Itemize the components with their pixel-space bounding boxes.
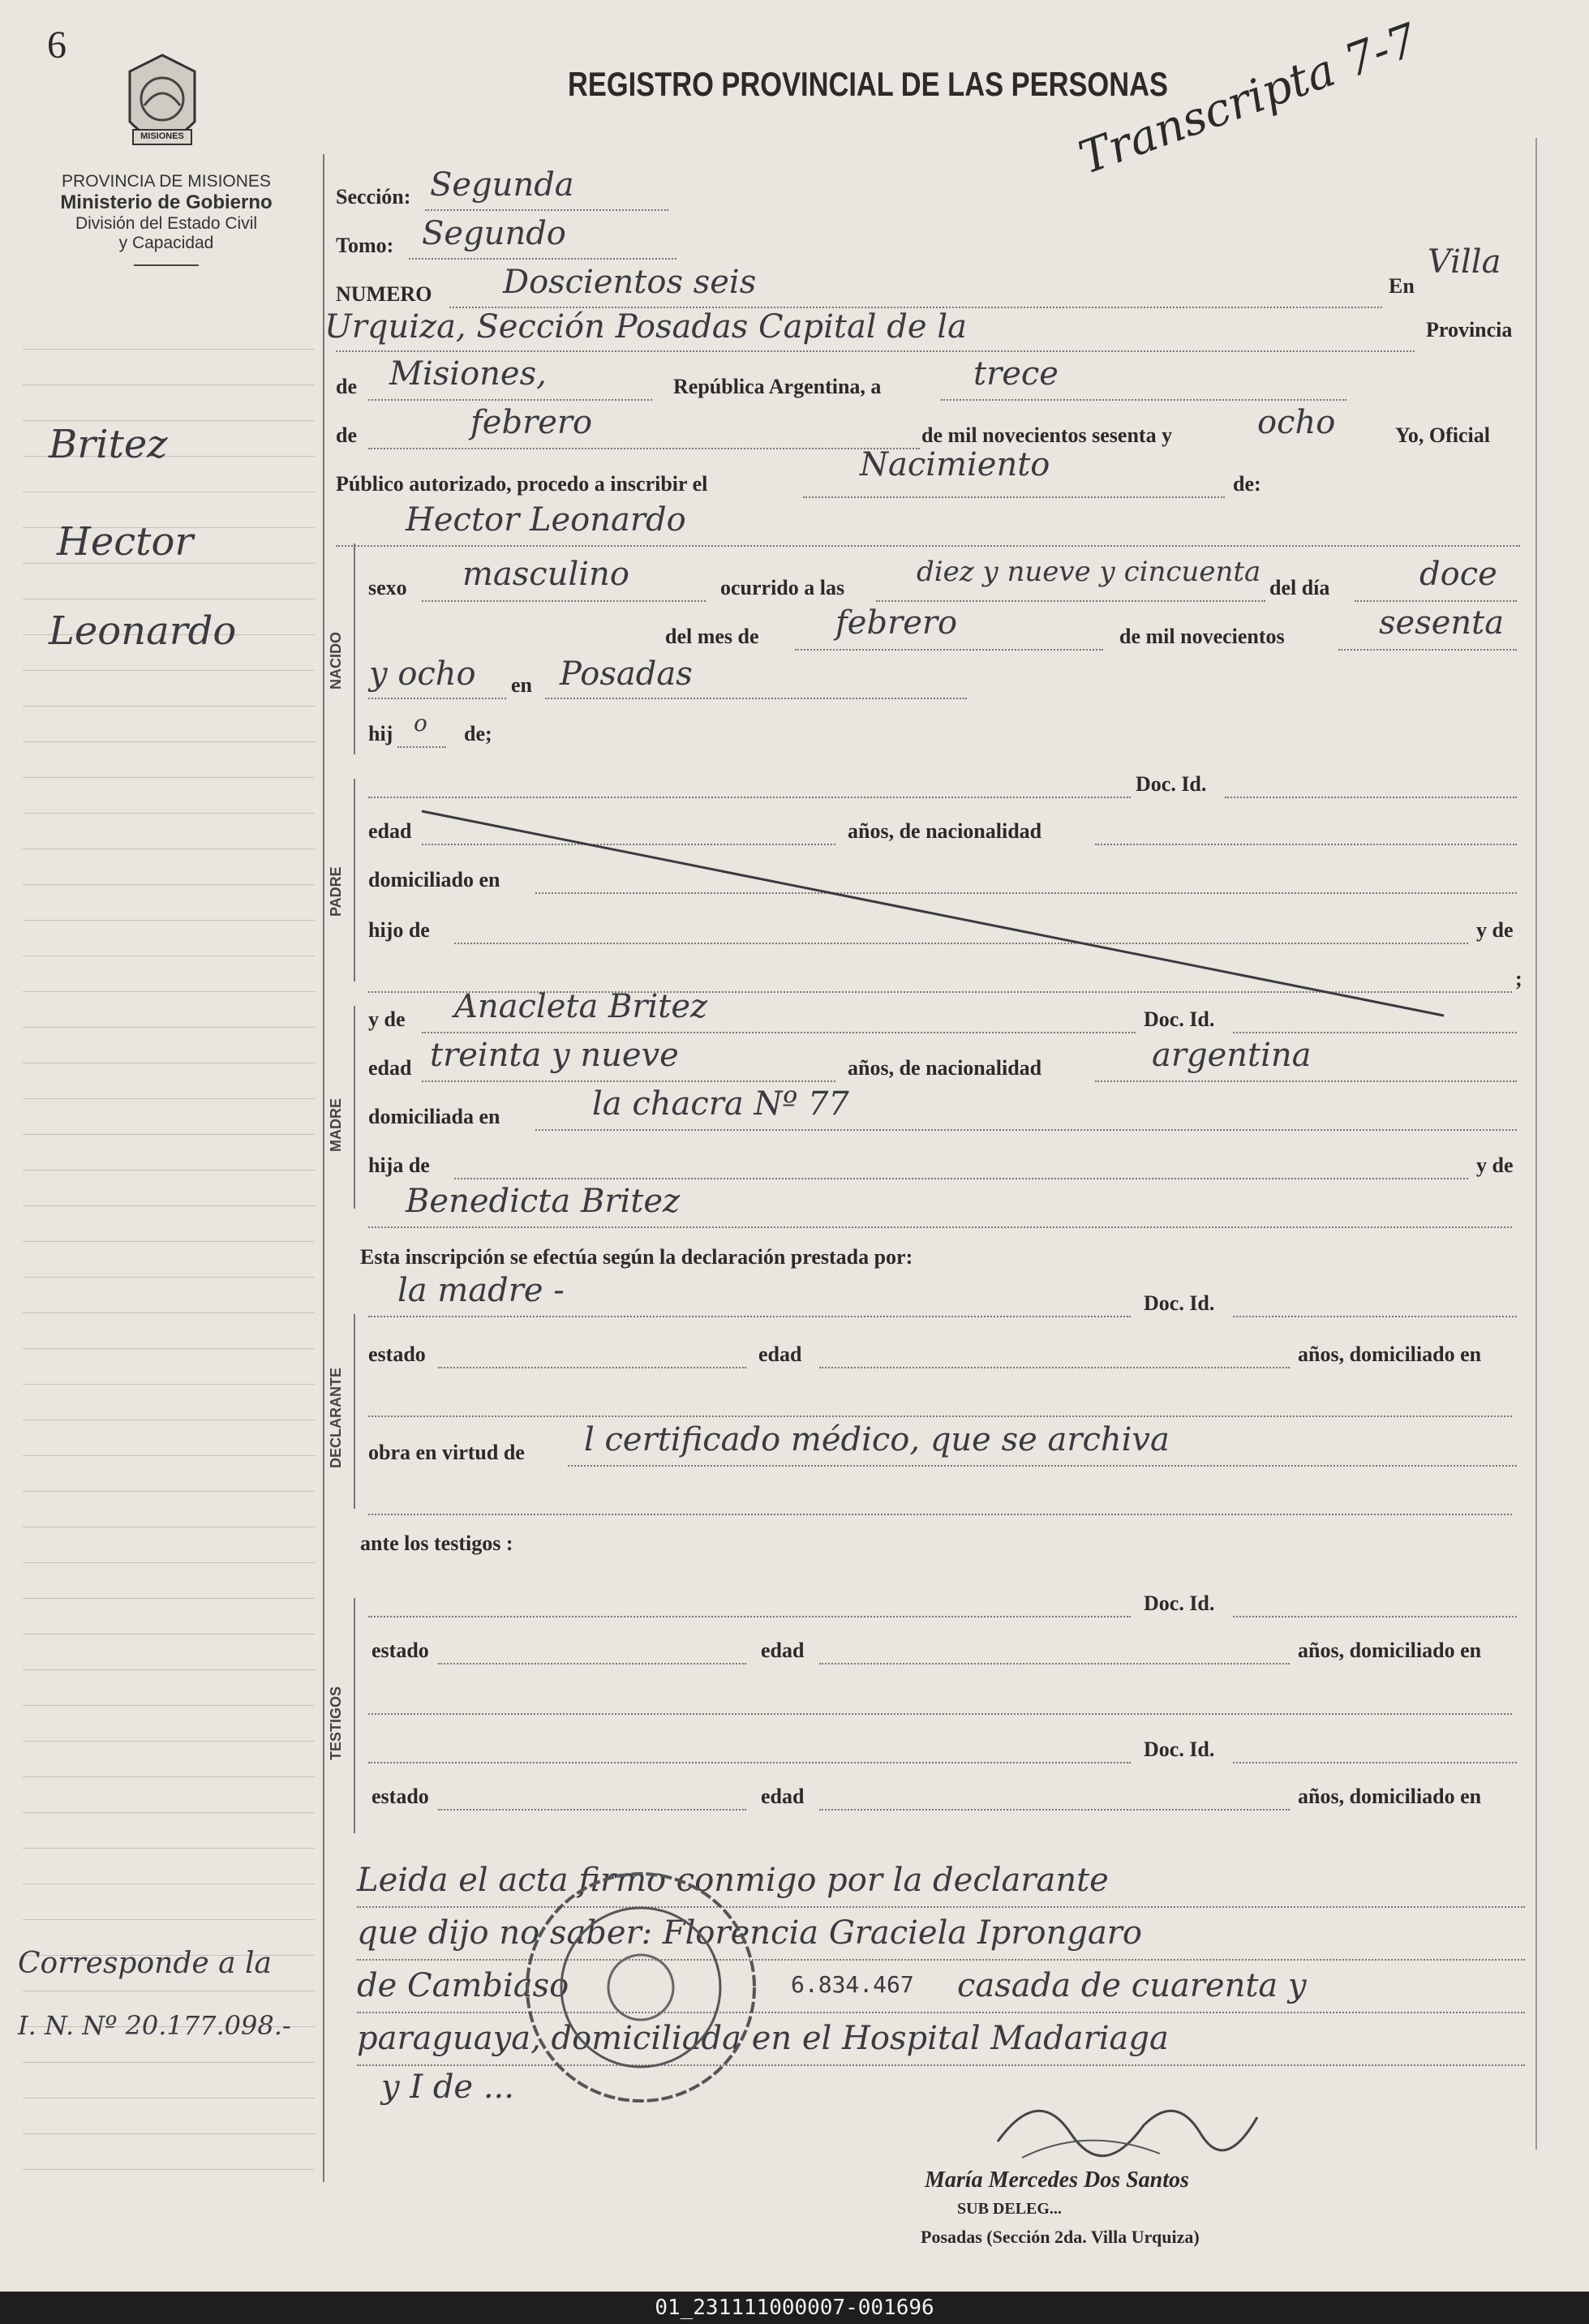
label-anos-dom-test-2: años, domiciliado en	[1298, 1785, 1482, 1808]
label-estado-test-1: estado	[371, 1639, 429, 1662]
margin-rule-line	[23, 1134, 315, 1135]
division-line-1: División del Estado Civil	[75, 214, 258, 233]
section-madre: MADRE	[328, 1098, 344, 1152]
division-line-2: y Capacidad	[118, 234, 214, 252]
margin-rule-line	[23, 706, 315, 707]
label-ocurrido: ocurrido a las	[720, 576, 845, 599]
seal-label: MISIONES	[140, 131, 184, 141]
entry-madre-hija-de: Benedicta Britez	[406, 1183, 681, 1220]
entry-anio-nac-1: sesenta	[1379, 604, 1505, 642]
margin-rule-line	[23, 1598, 315, 1599]
margin-rule-line	[23, 2062, 315, 2063]
label-de: de	[336, 375, 357, 398]
entry-provincia: Misiones,	[389, 355, 547, 393]
section-testigos: TESTIGOS	[328, 1686, 344, 1760]
label-hij: hij	[368, 722, 393, 745]
signature-office: Posadas (Sección 2da. Villa Urquiza)	[921, 2227, 1200, 2247]
margin-surname: Britez	[49, 422, 168, 467]
entry-hij-suffix: o	[414, 710, 427, 737]
label-mil-nov: de mil novecientos	[1119, 625, 1285, 648]
margin-rule-line	[23, 349, 315, 350]
entry-anio: ocho	[1257, 404, 1336, 441]
label-edad-test-2: edad	[761, 1785, 805, 1808]
label-y-de-madre-2: y de	[1476, 1153, 1514, 1177]
testigos-bracket	[354, 1598, 355, 1833]
entry-declarante: la madre -	[397, 1272, 565, 1309]
label-de-semicolon: de;	[464, 722, 492, 745]
madre-bracket	[354, 1006, 355, 1209]
margin-rule-line	[23, 1170, 315, 1171]
margin-rule	[323, 154, 324, 2182]
label-doc-id-test-1: Doc. Id.	[1144, 1592, 1215, 1615]
label-hijo-de: hijo de	[368, 918, 430, 942]
margin-rule-line	[23, 384, 315, 385]
entry-madre-nombre: Anacleta Britez	[454, 988, 708, 1025]
nacido-bracket	[354, 543, 355, 754]
page-title: REGISTRO PROVINCIAL DE LAS PERSONAS	[568, 65, 1168, 103]
ministry-name: Ministerio de Gobierno	[60, 191, 273, 213]
margin-rule-line	[23, 2133, 315, 2134]
padre-bracket	[354, 779, 355, 982]
label-anos-nac-padre: años, de nacionalidad	[848, 819, 1042, 843]
authority-divider	[134, 264, 199, 266]
margin-rule-line	[23, 777, 315, 778]
label-anos-nac-madre: años, de nacionalidad	[848, 1056, 1042, 1080]
label-mil-nov-sesenta: de mil novecientos sesenta y	[921, 423, 1173, 447]
label-obra: obra en virtud de	[368, 1441, 525, 1464]
section-declarante: DECLARANTE	[328, 1368, 344, 1468]
label-de-colon: de:	[1233, 472, 1261, 496]
authority-block	[16, 172, 316, 266]
entry-lugar-nac: Posadas	[560, 655, 693, 693]
entry-dia-nac: doce	[1419, 556, 1497, 593]
entry-seccion: Segunda	[430, 166, 574, 204]
entry-hora: diez y nueve y cincuenta	[917, 556, 1261, 588]
label-seccion: Sección:	[336, 185, 411, 208]
province-name: PROVINCIA DE MISIONES	[62, 172, 271, 191]
label-doc-id-decl: Doc. Id.	[1144, 1291, 1215, 1315]
label-esta-inscripcion: Esta inscripción se efectúa según la declaración prestada por:	[360, 1245, 913, 1269]
label-edad-decl: edad	[758, 1342, 802, 1366]
entry-sexo: masculino	[462, 556, 629, 593]
margin-rule-line	[23, 991, 315, 992]
margin-rule-line	[23, 1776, 315, 1777]
entry-numero: Doscientos seis	[503, 264, 757, 301]
closing-line-1: Leida el acta firmo conmigo por la declarante	[357, 1862, 1109, 1899]
semicolon-padre: ;	[1515, 967, 1522, 990]
margin-rule-line	[23, 1205, 315, 1206]
margin-rule-line	[23, 1919, 315, 1920]
margin-rule-line	[23, 1634, 315, 1635]
label-del-dia: del día	[1269, 576, 1330, 599]
margin-rule-line	[23, 1562, 315, 1563]
label-numero: NUMERO	[336, 282, 432, 306]
margin-rule-line	[23, 741, 315, 742]
entry-nombre: Hector Leonardo	[406, 501, 686, 539]
entry-anio-nac-2: y ocho	[369, 655, 476, 693]
entry-lugar: Urquiza, Sección Posadas Capital de la	[324, 308, 967, 346]
margin-rule-line	[23, 1848, 315, 1849]
label-edad-padre: edad	[368, 819, 412, 843]
label-yo-oficial: Yo, Oficial	[1395, 423, 1490, 447]
entry-madre-edad: treinta y nueve	[430, 1037, 679, 1074]
margin-rule-line	[23, 920, 315, 921]
entry-mes: febrero	[470, 404, 593, 441]
label-sexo: sexo	[368, 576, 407, 599]
label-provincia: Provincia	[1426, 318, 1513, 342]
label-testigos: ante los testigos :	[360, 1531, 513, 1555]
margin-rule-line	[23, 1312, 315, 1313]
margin-rule-line	[23, 1812, 315, 1813]
label-y-de-madre: y de	[368, 1007, 406, 1031]
section-nacido: NACIDO	[328, 632, 344, 689]
margin-rule-line	[23, 1705, 315, 1706]
label-estado-test-2: estado	[371, 1785, 429, 1808]
label-anos-dom-decl: años, domiciliado en	[1298, 1342, 1482, 1366]
label-edad-test-1: edad	[761, 1639, 805, 1662]
margin-rule-line	[23, 1384, 315, 1385]
entry-madre-nac: argentina	[1152, 1037, 1312, 1074]
margin-rule-line	[23, 848, 315, 849]
closing-line-3b: casada de cuarenta y	[957, 1967, 1307, 2004]
margin-rule-line	[23, 1491, 315, 1492]
margin-rule-line	[23, 1348, 315, 1349]
margin-name-1: Hector	[57, 519, 194, 565]
closing-line-4: paraguaya, domiciliada en el Hospital Madariaga	[357, 2020, 1169, 2057]
right-border	[1535, 138, 1537, 2150]
section-padre: PADRE	[328, 866, 344, 917]
label-de-2: de	[336, 423, 357, 447]
image-caption: 01_231111000007-001696	[0, 2292, 1589, 2324]
label-doc-id-madre: Doc. Id.	[1144, 1007, 1215, 1031]
label-domiciliado-padre: domiciliado en	[368, 868, 500, 891]
closing-line-5: y I de ...	[381, 2068, 514, 2106]
label-hija-de: hija de	[368, 1153, 430, 1177]
entry-acto: Nacimiento	[860, 446, 1050, 483]
label-doc-id-test-2: Doc. Id.	[1144, 1738, 1215, 1761]
margin-rule-line	[23, 1741, 315, 1742]
margin-rule-line	[23, 1277, 315, 1278]
margin-correspondence-2: I. N. Nº 20.177.098.-	[18, 2010, 291, 2041]
label-y-de-padre: y de	[1476, 918, 1514, 942]
margin-rule-line	[23, 1098, 315, 1099]
label-edad-madre: edad	[368, 1056, 412, 1080]
label-publico: Público autorizado, procedo a inscribir el	[336, 472, 708, 496]
label-en-nac: en	[511, 673, 532, 697]
label-republica: República Argentina, a	[673, 375, 882, 398]
label-del-mes: del mes de	[665, 625, 759, 648]
margin-rule-line	[23, 1241, 315, 1242]
page-number: 6	[47, 24, 67, 67]
entry-madre-dom: la chacra Nº 77	[592, 1085, 849, 1123]
entry-dia: trece	[973, 355, 1059, 393]
margin-rule-line	[23, 1455, 315, 1456]
margin-correspondence-1: Corresponde a la	[18, 1947, 272, 1980]
label-domiciliada: domiciliada en	[368, 1105, 500, 1128]
margin-rule-line	[23, 2169, 315, 2170]
closing-doc-number: 6.834.467	[791, 1971, 914, 1998]
margin-rule-line	[23, 670, 315, 671]
entry-en: Villa	[1428, 243, 1501, 281]
signature-scribble	[990, 2077, 1265, 2174]
margin-rule-line	[23, 1027, 315, 1028]
label-en: En	[1389, 274, 1415, 298]
declarante-bracket	[354, 1314, 355, 1509]
signature-name: María Mercedes Dos Santos	[925, 2167, 1189, 2193]
registry-stamp	[519, 1866, 762, 2109]
signature-role: SUB DELEG...	[957, 2200, 1062, 2218]
entry-mes-nac: febrero	[835, 604, 958, 642]
margin-rule-line	[23, 420, 315, 421]
transcripta-annotation: Transcripta 7-7	[1072, 14, 1424, 185]
label-anos-dom-test-1: años, domiciliado en	[1298, 1639, 1482, 1662]
margin-rule-line	[23, 884, 315, 885]
margin-rule-line	[23, 1669, 315, 1670]
entry-tomo: Segundo	[422, 215, 566, 252]
margin-name-2: Leonardo	[49, 608, 237, 654]
margin-rule-line	[23, 813, 315, 814]
closing-line-2: que dijo no saber: Florencia Graciela Iprongaro	[357, 1914, 1142, 1952]
label-estado-decl: estado	[368, 1342, 426, 1366]
label-doc-id-padre: Doc. Id.	[1136, 772, 1207, 796]
entry-obra: l certificado médico, que se archiva	[584, 1421, 1170, 1458]
label-tomo: Tomo:	[336, 234, 394, 257]
province-seal	[114, 49, 211, 162]
closing-line-3: de Cambiaso	[357, 1967, 569, 2004]
